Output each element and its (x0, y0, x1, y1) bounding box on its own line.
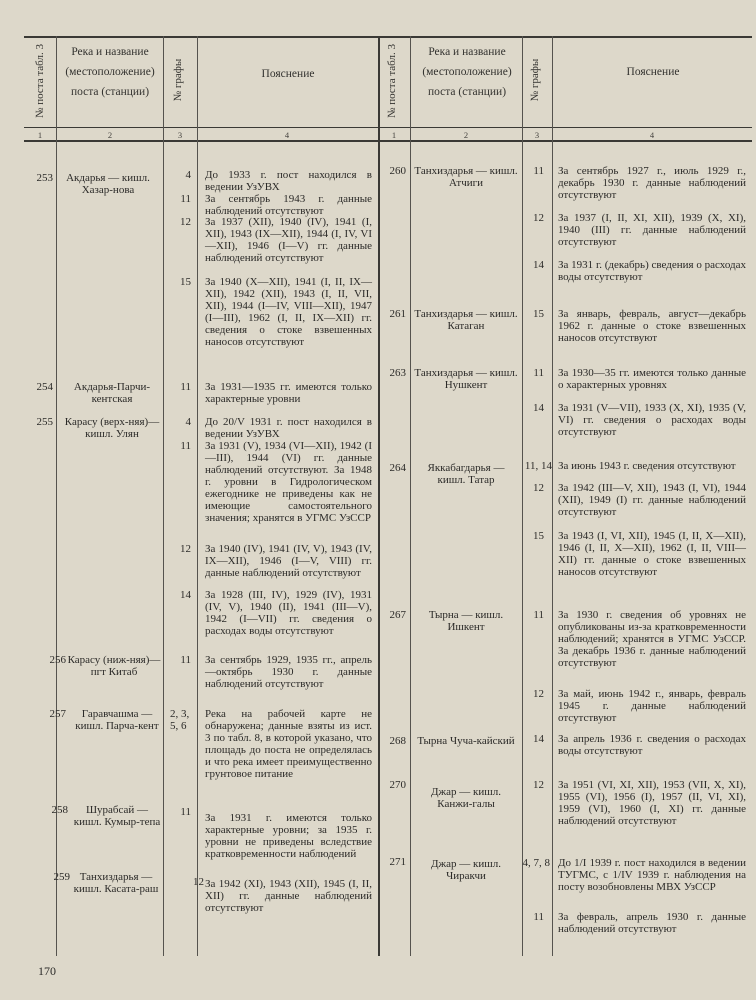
graph-number: 12 (533, 482, 544, 494)
explanation-text: За 1930 г. сведения об уровнях не опубликованы из-за кратковременности наблюдений; хранятся в УГМС УзССР. За декабрь 1936 г. данные наблюдений отсутствуют (558, 609, 746, 669)
graph-number: 11 (180, 440, 191, 452)
explanation-text: За 1931 (V—VII), 1933 (X, XI), 1935 (V, VI) гг. сведения о расходах воды отсутствуют (558, 402, 746, 438)
post-number: 258 (51, 804, 68, 816)
explanation-text: За сентябрь 1927 г., июль 1929 г., декабрь 1930 г. данные наблюдений отсутствуют (558, 165, 746, 201)
graph-number: 12 (533, 212, 544, 224)
post-number: 264 (389, 462, 406, 474)
header-post-no: № поста табл. 3 (34, 44, 46, 118)
explanation-text: За 1937 (I, II, XI, XII), 1939 (X, XI), 1940 (III) гг. данные наблюдений отсутствуют (558, 212, 746, 248)
post-name: Акдарья-Парчи-кентская (73, 381, 151, 405)
explanation-text: За 1951 (VI, XI, XII), 1953 (VII, X, XI), 1955 (VI), 1956 (I), 1957 (II, VI, XI), 1959 (VI), 1960 (I, XI) гг. данные наблюдений отсутствуют (558, 779, 746, 827)
header-graph-no: № графы (172, 58, 184, 102)
graph-number: 4 (185, 169, 191, 181)
explanation-text: За 1931 г. имеются только характерные уровни; за 1935 г. уровни не приведены вследствие кратковременности наблюдений (205, 812, 372, 860)
post-name: Тырна — кишл. Ишкент (428, 609, 504, 633)
post-number: 263 (389, 367, 406, 379)
graph-number: 11 (533, 911, 544, 923)
header-bottom-rule (24, 127, 752, 128)
explanation-text: За 1942 (III—V, XII), 1943 (I, VI), 1944 (XII), 1949 (I) гг. данные наблюдений отсутствуют (558, 482, 746, 518)
post-number: 257 (49, 708, 66, 720)
explanation-text: За январь, февраль, август—декабрь 1962 г. данные о стоке взвешенных наносов отсутствуют (558, 308, 746, 344)
explanation-text: За 1928 (III, IV), 1929 (IV), 1931 (IV, V), 1940 (II), 1941 (III—V), 1942 (I—VII) гг. сведения о расходах воды отсутствуют (205, 589, 372, 637)
post-name: Танхиздарья — кишл. Атчиги (414, 165, 518, 189)
explanation-text: До 20/V 1931 г. пост находился в ведении УзУВХ (205, 416, 372, 440)
col-number: 4 (284, 130, 290, 140)
graph-number: 12 (180, 216, 191, 228)
col-number: 4 (649, 130, 655, 140)
graph-number: 14 (533, 402, 544, 414)
explanation-text: За 1940 (X—XII), 1941 (I, II, IX—XII), 1942 (XII), 1943 (I, II, VII, XII), 1944 (I—IV, VIII—XII), 1947 (I—III), 1962 (I, II, IX—XII) гг. сведения о стоке взвешенных наносов отсутствуют (205, 276, 372, 348)
explanation-text: За 1940 (IV), 1941 (IV, V), 1943 (IV, IX—XII), 1946 (I—V, VIII) гг. данные наблюдений отсутствуют (205, 543, 372, 579)
header-graph-no: № графы (529, 58, 541, 102)
graph-number: 11 (533, 165, 544, 177)
header-river: Река и название (местоположение) поста (станции) (422, 46, 512, 98)
post-name: Джар — кишл. Канжи-галы (431, 786, 501, 810)
post-number: 256 (49, 654, 66, 666)
col-divider (197, 36, 198, 956)
explanation-text: За 1942 (XI), 1943 (XII), 1945 (I, II, XII) гг. данные наблюдений отсутствуют (205, 878, 372, 914)
explanation-text: За сентябрь 1943 г. данные наблюдений отсутствуют (205, 193, 372, 217)
graph-number: 11 (180, 654, 191, 666)
explanation-text: Река на рабочей карте не обнаружена; данные взяты из ист. 3 по табл. 8, в которой указано, что площадь до поста не определялась и что река имеет преимущественно грунтовое питание (205, 708, 372, 780)
explanation-text: За 1937 (XII), 1940 (IV), 1941 (I, XII), 1943 (IX—XII), 1944 (I, IV, VI—XII), 1946 (I—V) гг. данные наблюдений отсутствуют (205, 216, 372, 264)
explanation-text: За 1930—35 гг. имеются только данные о характерных уровнях (558, 367, 746, 391)
graph-number: 2, 3, 5, 6 (170, 708, 190, 732)
header-explanation: Пояснение (261, 68, 315, 80)
explanation-text: За сентябрь 1929, 1935 гг., апрель—октябрь 1930 г. данные наблюдений отсутствуют (205, 654, 372, 690)
post-name: Танхиздарья — кишл. Катаган (414, 308, 518, 332)
post-number: 253 (36, 172, 53, 184)
explanation-text: За июнь 1943 г. сведения отсутствуют (558, 460, 736, 472)
graph-number: 14 (180, 589, 191, 601)
graph-number: 4 (185, 416, 191, 428)
post-name: Танхиздарья — кишл. Нушкент (414, 367, 518, 391)
explanation-text: За 1943 (I, VI, XII), 1945 (I, II, X—XII), 1946 (I, II, X—XII), 1962 (I, II, VIII—XII) гг. данные о стоке взвешенных наносов отсутствуют (558, 530, 746, 578)
colnum-bottom-rule (24, 140, 752, 142)
post-name: Тырна Чуча-кайский (417, 735, 515, 747)
graph-number: 11 (533, 367, 544, 379)
col-divider (56, 36, 57, 956)
explanation-text: За апрель 1936 г. сведения о расходах воды отсутствуют (558, 733, 746, 757)
graph-number: 11, 14 (524, 460, 552, 472)
post-name: Танхиздарья — кишл. Касата-раш (73, 871, 159, 895)
graph-number: 11 (180, 806, 191, 818)
post-number: 255 (36, 416, 53, 428)
post-name: Карасу (ниж-няя)— пгт Китаб (67, 654, 161, 678)
post-name: Карасу (верх-няя)— кишл. Улян (64, 416, 160, 440)
post-name: Джар — кишл. Чиракчи (431, 858, 501, 882)
graph-number: 14 (533, 259, 544, 271)
graph-number: 11 (180, 381, 191, 393)
col-divider (410, 36, 411, 956)
explanation-text: За май, июнь 1942 г., январь, февраль 1945 г. данные наблюдений отсутствуют (558, 688, 746, 724)
header-post-no: № поста табл. 3 (386, 44, 398, 118)
graph-number: 12 (180, 543, 191, 555)
col-number: 1 (37, 130, 43, 140)
post-number: 271 (389, 856, 406, 868)
post-name: Шурабсай — кишл. Кумыр-тепа (73, 804, 161, 828)
graph-number: 15 (533, 308, 544, 320)
graph-number: 15 (180, 276, 191, 288)
graph-number: 12 (533, 779, 544, 791)
graph-number: 4, 7, 8 (522, 857, 550, 869)
col-number: 2 (463, 130, 469, 140)
post-number: 260 (389, 165, 406, 177)
graph-number: 12 (193, 876, 204, 888)
graph-number: 14 (533, 733, 544, 745)
post-number: 259 (53, 871, 70, 883)
graph-number: 12 (533, 688, 544, 700)
explanation-text: До 1933 г. пост находился в ведении УзУВХ (205, 169, 372, 193)
col-number: 2 (107, 130, 113, 140)
post-name: Акдарья — кишл. Хазар-нова (66, 172, 150, 196)
col-divider (552, 36, 553, 956)
post-name: Гаравчашма — кишл. Парча-кент (75, 708, 159, 732)
post-number: 261 (389, 308, 406, 320)
explanation-text: За 1931 г. (декабрь) сведения о расходах воды отсутствуют (558, 259, 746, 283)
header-explanation: Пояснение (626, 66, 680, 78)
post-number: 270 (389, 779, 406, 791)
post-number: 268 (389, 735, 406, 747)
col-number: 3 (534, 130, 540, 140)
header-river: Река и название (местоположение) поста (станции) (65, 46, 155, 98)
explanation-text: За 1931 (V), 1934 (VI—XII), 1942 (I—III), 1944 (VI) гг. данные наблюдений отсутствуют. За 1948 г. уровни в Гидрологическом ежегоднике не приведены как не имеющие самостоятельного значения; хранятся в УГМС УзССР (205, 440, 372, 524)
explanation-text: До 1/I 1939 г. пост находился в ведении ТУГМС, с 1/IV 1939 г. наблюдения на посту возобновлены МВХ УзССР (558, 857, 746, 893)
post-name: Яккабагдарья — кишл. Татар (427, 462, 505, 486)
graph-number: 11 (533, 609, 544, 621)
page-number: 170 (38, 964, 56, 978)
explanation-text: За февраль, апрель 1930 г. данные наблюдений отсутствуют (558, 911, 746, 935)
col-number: 3 (177, 130, 183, 140)
post-number: 254 (36, 381, 53, 393)
explanation-text: За 1931—1935 гг. имеются только характерные уровни (205, 381, 372, 405)
post-number: 267 (389, 609, 406, 621)
graph-number: 11 (180, 193, 191, 205)
col-number: 1 (391, 130, 397, 140)
graph-number: 15 (533, 530, 544, 542)
